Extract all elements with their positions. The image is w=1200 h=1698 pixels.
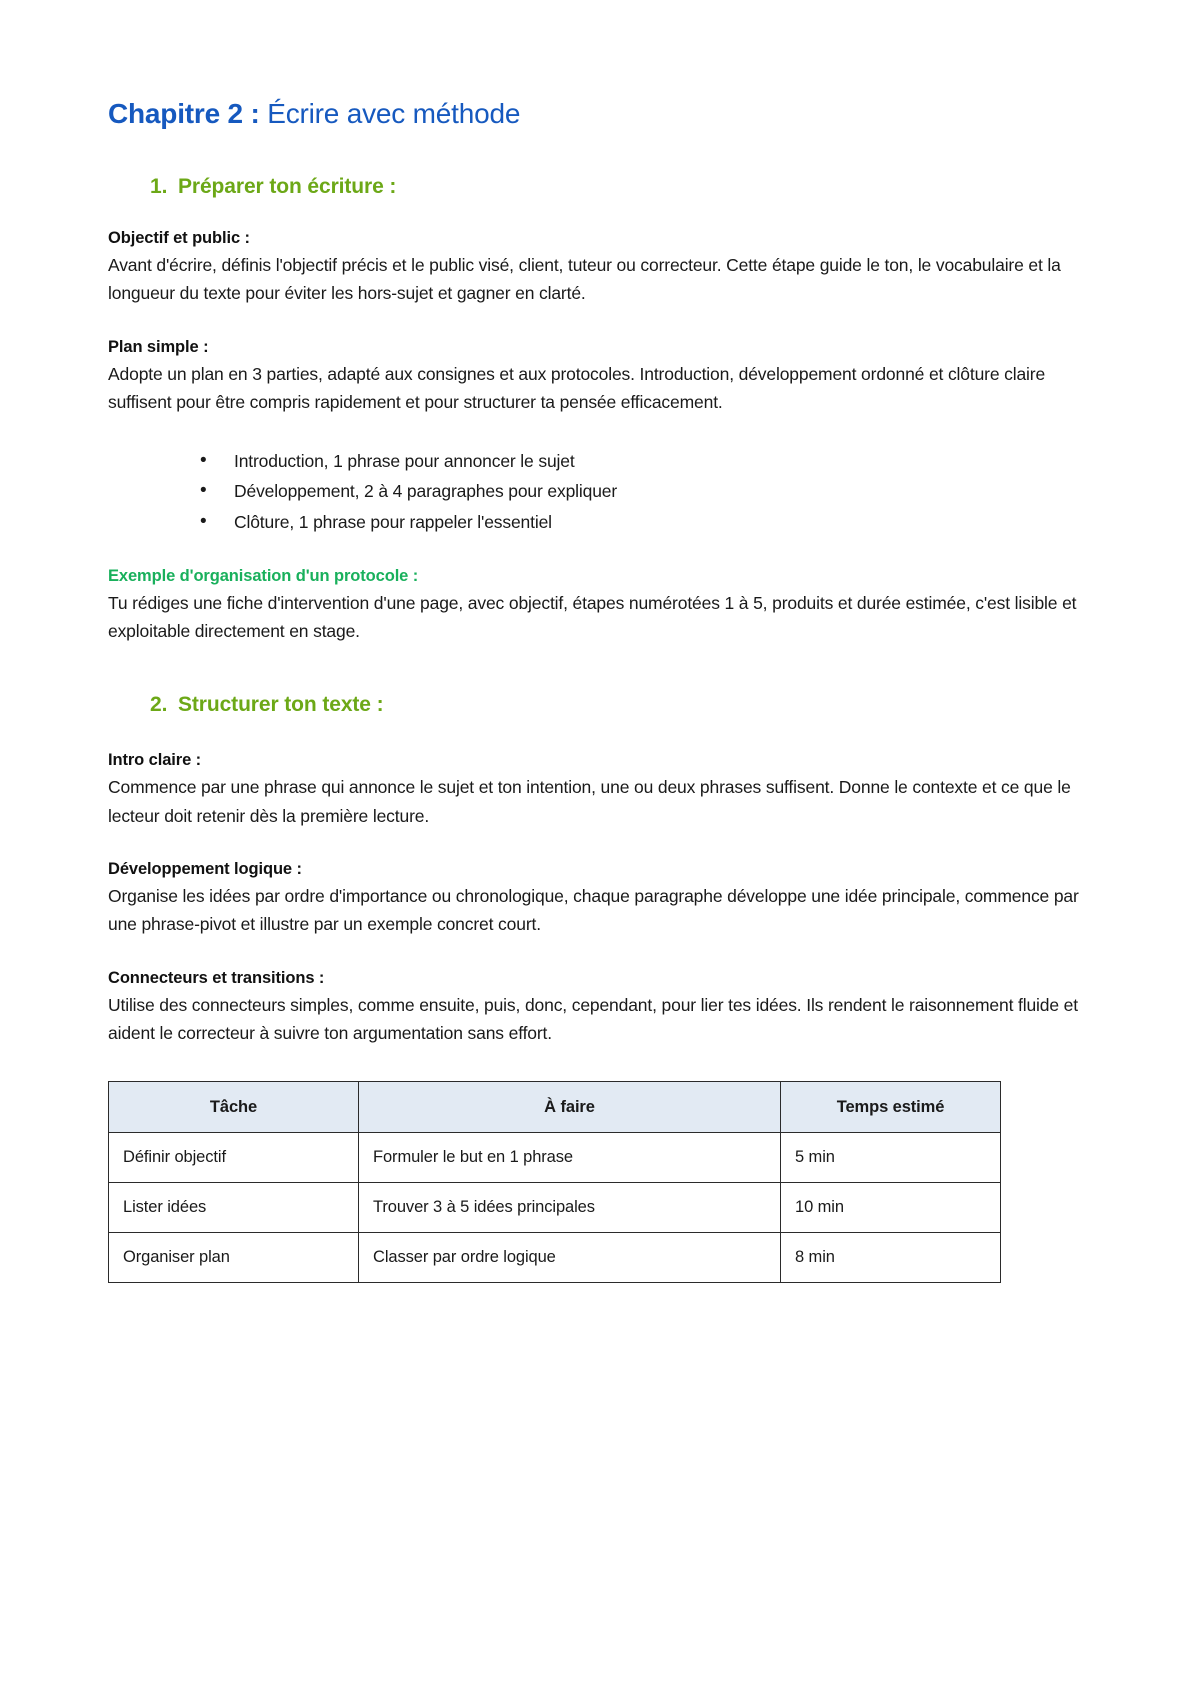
table-header-a-faire: À faire: [359, 1082, 781, 1133]
table-header-tache: Tâche: [109, 1082, 359, 1133]
table-cell-tache: Organiser plan: [109, 1233, 359, 1283]
block-exemple-protocole: [108, 567, 1092, 646]
body-connecteurs-transitions: Utilise des connecteurs simples, comme ensuite, puis, donc, cependant, pour lier tes idées. Ils rendent le raisonnement fluide et aident le correcteur à suivre ton argumentation sans effort.: [108, 994, 1078, 1044]
tasks-table: [108, 1081, 1001, 1283]
page-title-subject: Écrire avec méthode: [259, 98, 521, 129]
sub-label-intro-claire: Intro claire :: [108, 751, 202, 770]
table-cell-a-faire: Trouver 3 à 5 idées principales: [359, 1183, 781, 1233]
table-cell-temps: 5 min: [781, 1133, 1001, 1183]
block-developpement-logique: [108, 860, 1092, 939]
table-row: [109, 1133, 1001, 1183]
sub-label-objectif-public: Objectif et public :: [108, 229, 250, 247]
body-intro-claire: Commence par une phrase qui annonce le sujet et ton intention, une ou deux phrases suffisent. Donne le contexte et ce que le lecteur doit retenir dès la première lecture.: [108, 777, 1071, 826]
section-number-2: 2.: [150, 693, 168, 717]
list-item: • Introduction, 1 phrase pour annoncer le sujet: [200, 446, 1092, 476]
table-cell-tache: Lister idées: [109, 1183, 359, 1233]
page-title-chapter: Chapitre 2 :: [108, 98, 260, 129]
plan-bullet-list: [108, 446, 1092, 536]
block-intro-claire: [108, 751, 1092, 830]
table-cell-a-faire: Formuler le but en 1 phrase: [359, 1133, 781, 1183]
table-header-temps-estime: Temps estimé: [781, 1082, 1001, 1133]
table-row: [109, 1183, 1001, 1233]
block-plan-simple: [108, 338, 1092, 417]
sub-label-connecteurs-transitions: Connecteurs et transitions :: [108, 968, 325, 987]
body-objectif-public: Avant d'écrire, définis l'objectif précis et le public visé, client, tuteur ou correcteur. Cette étape guide le ton, le vocabulaire et la longueur du texte pour éviter les hors-sujet et gagner en clarté.: [108, 255, 1061, 304]
list-item: • Développement, 2 à 4 paragraphes pour expliquer: [200, 476, 1092, 506]
table-cell-tache: Définir objectif: [109, 1133, 359, 1183]
sub-label-developpement-logique: Développement logique :: [108, 860, 302, 879]
section-heading-1: [108, 175, 1092, 199]
sub-label-plan-simple: Plan simple :: [108, 337, 209, 356]
page-title: [108, 96, 1092, 131]
block-connecteurs-transitions: [108, 969, 1092, 1048]
body-plan-simple: Adopte un plan en 3 parties, adapté aux consignes et aux protocoles. Introduction, développement ordonné et clôture claire suffisent pour être compris rapidement et pour structurer ta pensée efficacement.: [108, 363, 1046, 413]
table-header-row: [109, 1082, 1001, 1133]
block-objectif-public: [108, 229, 1092, 308]
sub-label-exemple-protocole: Exemple d'organisation d'un protocole :: [108, 566, 419, 585]
table-row: [109, 1233, 1001, 1283]
table-cell-temps: 8 min: [781, 1233, 1001, 1283]
section-label-2: Structurer ton texte :: [178, 693, 384, 717]
table-cell-temps: 10 min: [781, 1183, 1001, 1233]
list-item: • Clôture, 1 phrase pour rappeler l'essentiel: [200, 507, 1092, 537]
table-cell-a-faire: Classer par ordre logique: [359, 1233, 781, 1283]
body-developpement-logique: Organise les idées par ordre d'importance ou chronologique, chaque paragraphe développe une idée principale, commence par une phrase-pivot et illustre par un exemple concret court.: [108, 886, 1079, 935]
section-heading-2: [108, 693, 1092, 717]
section-number-1: 1.: [150, 175, 168, 198]
section-label-1: Préparer ton écriture :: [178, 175, 397, 198]
body-exemple-protocole: Tu rédiges une fiche d'intervention d'une page, avec objectif, étapes numérotées 1 à 5, produits et durée estimée, c'est lisible et exploitable directement en stage.: [108, 592, 1077, 641]
